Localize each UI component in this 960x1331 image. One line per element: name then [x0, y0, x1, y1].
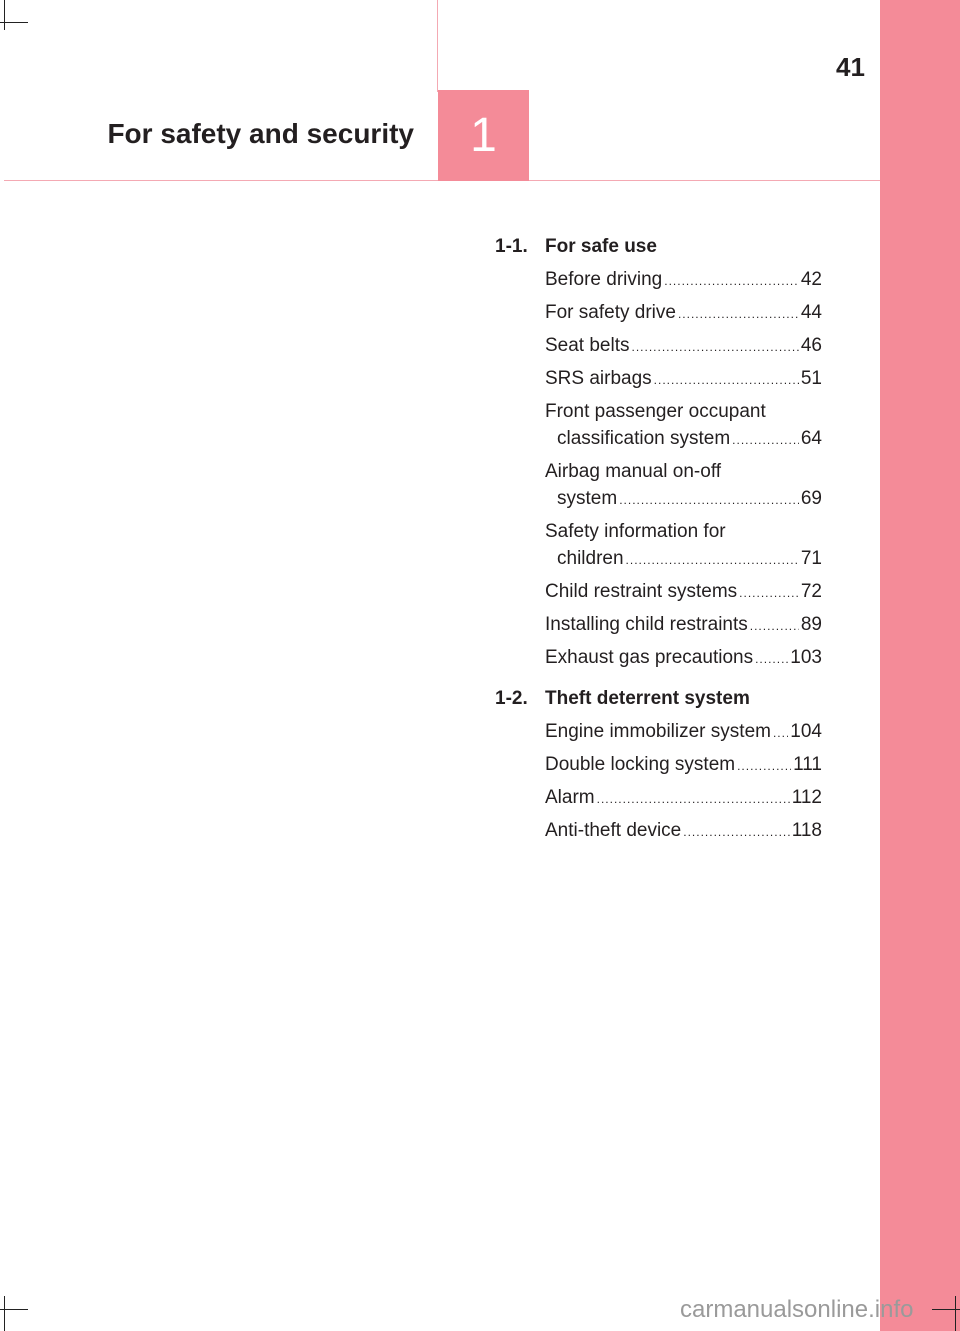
toc-page-number: 64: [800, 428, 822, 449]
toc-entry[interactable]: [545, 787, 822, 814]
toc-entry-title: For safety drive: [545, 302, 676, 323]
toc-page-number: 118: [791, 820, 822, 841]
toc-page-number: 71: [800, 548, 822, 569]
crop-mark: [4, 1296, 5, 1331]
toc-entry-title: Installing child restraints: [545, 614, 748, 635]
toc-entry[interactable]: [545, 647, 822, 674]
watermark: carmanualsonline.info: [680, 1296, 914, 1323]
toc-dot-leader: [739, 586, 799, 600]
toc-entry-title: system: [557, 488, 618, 509]
toc-entry[interactable]: [545, 401, 822, 455]
toc-page-number: 51: [800, 368, 822, 389]
toc-entry-title: Safety information for: [545, 521, 726, 542]
toc-page-number: 42: [800, 269, 822, 290]
chapter-number: 1: [470, 109, 497, 162]
toc-entry-title: Seat belts: [545, 335, 630, 356]
toc-page-number: 104: [790, 721, 822, 742]
toc-entry[interactable]: [545, 581, 822, 608]
toc-entry[interactable]: [545, 754, 822, 781]
toc-entry-title: Double locking system: [545, 754, 736, 775]
toc-dot-leader: [626, 553, 799, 567]
toc-page-number: 46: [800, 335, 822, 356]
toc-page-number: 112: [791, 787, 822, 808]
toc-entry-title: Exhaust gas precautions: [545, 647, 754, 668]
toc-dot-leader: [678, 307, 799, 321]
toc-entry[interactable]: [545, 368, 822, 395]
toc-dot-leader: [632, 340, 799, 354]
toc-page-number: 44: [800, 302, 822, 323]
chapter-title: For safety and security: [107, 118, 414, 149]
toc-page-number: 111: [793, 754, 822, 775]
toc-section-number: 1-2.: [495, 688, 528, 709]
header-vertical-rule: [437, 0, 438, 92]
toc-dot-leader: [737, 759, 791, 773]
chapter-side-tab: [880, 0, 960, 1331]
toc-entry-title: Anti-theft device: [545, 820, 682, 841]
toc-entry-title: Alarm: [545, 787, 595, 808]
crop-mark: [4, 0, 5, 30]
toc-page-number: 89: [800, 614, 822, 635]
toc-entry[interactable]: [545, 269, 822, 296]
toc-section-number: 1-1.: [495, 236, 528, 257]
toc-dot-leader: [683, 825, 789, 839]
toc-dot-leader: [664, 274, 799, 288]
toc-page-number: 103: [790, 647, 822, 668]
toc-dot-leader: [755, 652, 788, 666]
chapter-number-box: [438, 90, 529, 181]
toc-section-title[interactable]: Theft deterrent system: [545, 688, 750, 709]
toc-section-title[interactable]: For safe use: [545, 236, 657, 257]
toc-entry-title: children: [557, 548, 624, 569]
toc-entry-title: Airbag manual on-off: [545, 461, 722, 482]
toc-entry-title: classification system: [557, 428, 731, 449]
toc-page-number: 69: [800, 488, 822, 509]
toc-entry[interactable]: [545, 721, 822, 748]
crop-mark: [955, 1296, 956, 1331]
toc-dot-leader: [773, 726, 788, 740]
toc-entry-title: Before driving: [545, 269, 663, 290]
toc-entry[interactable]: [545, 302, 822, 329]
toc-entry-title: SRS airbags: [545, 368, 652, 389]
page-number: 41: [836, 52, 865, 82]
toc-dot-leader: [619, 493, 799, 507]
toc-entry[interactable]: [545, 461, 822, 515]
toc-dot-leader: [597, 792, 790, 806]
toc-dot-leader: [750, 619, 799, 633]
toc-entry[interactable]: [545, 521, 822, 575]
toc-dot-leader: [654, 373, 799, 387]
toc-entry[interactable]: [545, 614, 822, 641]
toc-entry-title: Child restraint systems: [545, 581, 738, 602]
toc-dot-leader: [732, 433, 799, 447]
toc-page-number: 72: [800, 581, 822, 602]
toc-entry[interactable]: [545, 335, 822, 362]
toc-entry-title: Engine immobilizer system: [545, 721, 771, 742]
toc-entry-title: Front passenger occupant: [545, 401, 766, 422]
toc-entry[interactable]: [545, 820, 822, 847]
